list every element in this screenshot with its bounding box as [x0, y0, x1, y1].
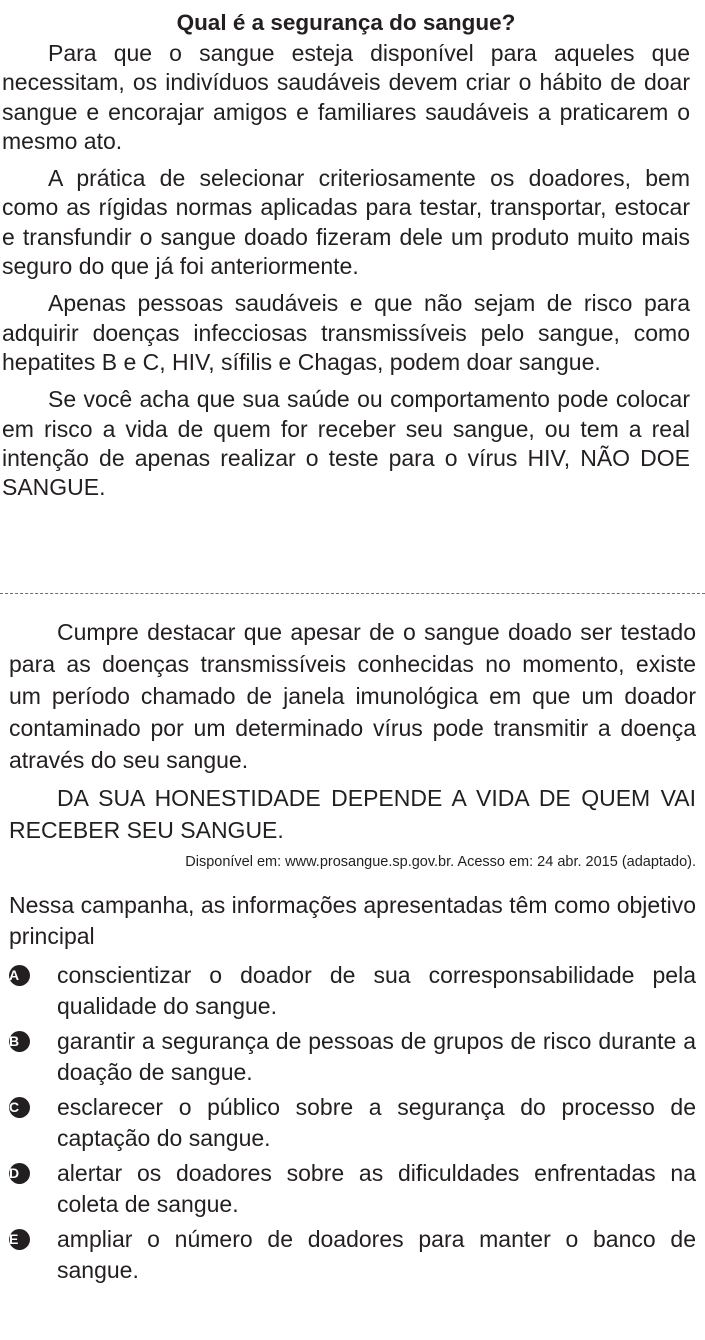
option-text: esclarecer o público sobre a segurança do processo de captação do sangue.	[57, 1094, 696, 1151]
campaign-paragraph: Se você acha que sua saúde ou comportamento pode colocar em risco a vida de quem for receber seu sangue, ou tem a real intenção de apenas realizar o teste para o vírus HIV, NÃO DOE SANGUE.	[2, 386, 690, 501]
option-d[interactable]	[9, 1158, 696, 1220]
campaign-paragraph: A prática de selecionar criteriosamente os doadores, bem como as rígidas normas aplicadas para testar, transportar, estocar e transfundir o sangue doado fizeram dele um produto muito mais seguro do que já foi anteriormente.	[2, 165, 690, 280]
option-letter-badge: A	[9, 965, 30, 986]
option-b[interactable]	[9, 1026, 696, 1088]
option-text: ampliar o número de doadores para manter o banco de sangue.	[57, 1226, 696, 1283]
continuation-paragraph: DA SUA HONESTIDADE DEPENDE A VIDA DE QUEM VAI RECEBER SEU SANGUE.	[9, 785, 696, 843]
option-text: conscientizar o doador de sua corresponsabilidade pela qualidade do sangue.	[57, 962, 696, 1019]
option-text: garantir a segurança de pessoas de grupos de risco durante a doação de sangue.	[57, 1028, 696, 1085]
source-citation: Disponível em: www.prosangue.sp.gov.br. Acesso em: 24 abr. 2015 (adaptado).	[185, 854, 696, 870]
option-letter-badge: C	[9, 1097, 30, 1118]
option-letter-badge: B	[9, 1031, 30, 1052]
campaign-text	[2, 8, 690, 510]
campaign-paragraph: Para que o sangue esteja disponível para aqueles que necessitam, os indivíduos saudáveis devem criar o hábito de doar sangue e encorajar amigos e familiares saudáveis a praticarem o mesmo ato.	[2, 40, 690, 154]
option-letter-badge: D	[9, 1163, 30, 1184]
dashed-divider	[0, 593, 705, 594]
continuation-text	[9, 616, 696, 1290]
option-a[interactable]	[9, 960, 696, 1022]
option-c[interactable]	[9, 1092, 696, 1154]
campaign-title: Qual é a segurança do sangue?	[176, 10, 516, 35]
option-e[interactable]	[9, 1224, 696, 1286]
question-stem: Nessa campanha, as informações apresentadas têm como objetivo principal	[9, 892, 696, 949]
option-text: alertar os doadores sobre as dificuldades enfrentadas na coleta de sangue.	[57, 1160, 696, 1217]
option-letter-badge: E	[9, 1229, 30, 1250]
campaign-paragraph: Apenas pessoas saudáveis e que não sejam de risco para adquirir doenças infecciosas transmissíveis pelo sangue, como hepatites B e C, HIV, sífilis e Chagas, podem doar sangue.	[2, 290, 690, 375]
continuation-paragraph: Cumpre destacar que apesar de o sangue doado ser testado para as doenças transmissíveis conhecidas no momento, existe um período chamado de janela imunológica em que um doador contaminado por um determinado vírus pode transmitir a doença através do seu sangue.	[9, 619, 696, 773]
